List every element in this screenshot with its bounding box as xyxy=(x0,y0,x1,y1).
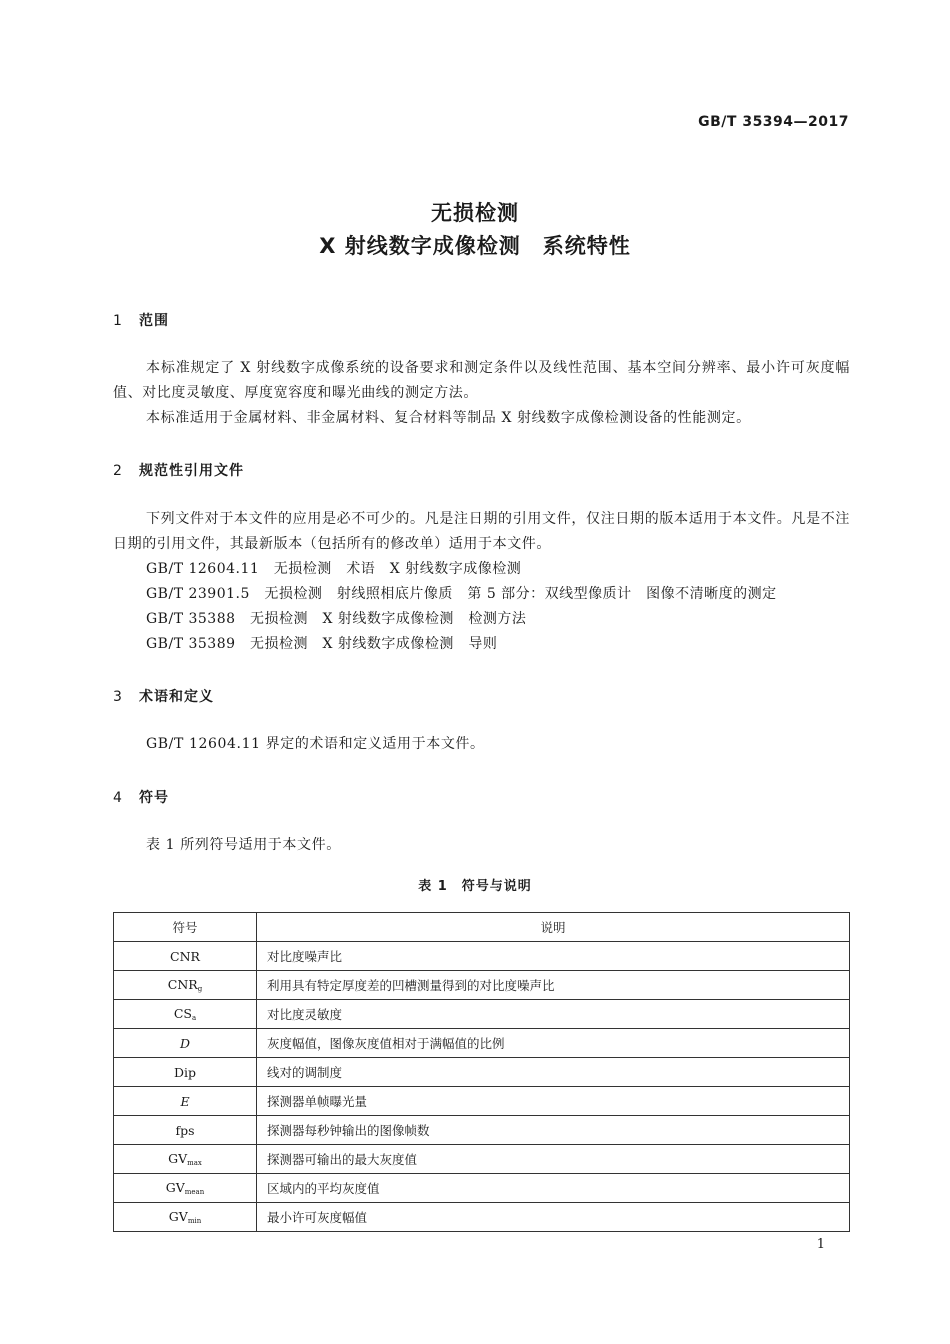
section-3-body xyxy=(113,732,850,757)
description-cell: 利用具有特定厚度差的凹槽测量得到的对比度噪声比 xyxy=(257,971,850,1000)
description-cell: 探测器单帧曝光量 xyxy=(257,1087,850,1116)
description-cell: 对比度灵敏度 xyxy=(257,1000,850,1029)
table-row xyxy=(114,942,850,971)
symbol-text: CNR xyxy=(167,977,198,992)
paragraph: 本标准规定了 X 射线数字成像系统的设备要求和测定条件以及线性范围、基本空间分辨率、最小许可灰度幅值、对比度灵敏度、厚度宽容度和曝光曲线的测定方法。 xyxy=(113,360,850,401)
table-row xyxy=(114,1087,850,1116)
section-2-body xyxy=(113,507,850,557)
description-cell: 线对的调制度 xyxy=(257,1058,850,1087)
symbol-cell xyxy=(114,1029,257,1058)
symbol-subscript: g xyxy=(197,985,203,993)
page-number: 1 xyxy=(816,1237,825,1252)
section-4-body xyxy=(113,833,850,858)
symbol-text: GV xyxy=(165,1180,185,1195)
table-row xyxy=(114,1058,850,1087)
symbol-cell xyxy=(114,971,257,1000)
section-number: 4 xyxy=(113,790,123,806)
symbol-cell xyxy=(114,942,257,971)
section-title: 范围 xyxy=(139,313,169,329)
symbol-text: Dip xyxy=(173,1064,197,1080)
section-title: 规范性引用文件 xyxy=(139,463,244,479)
standard-number: GB/T 35394—2017 xyxy=(698,114,849,130)
symbol-subscript: mean xyxy=(184,1188,205,1196)
symbol-text: GV xyxy=(168,1151,188,1166)
reference-item: GB/T 23901.5 无损检测 射线照相底片像质 第 5 部分：双线型像质计 图像不清晰度的测定 xyxy=(146,586,777,602)
symbol-cell xyxy=(114,1203,257,1232)
table-row xyxy=(114,971,850,1000)
table-header-row xyxy=(114,913,850,942)
section-2-heading xyxy=(113,460,244,480)
section-title: 术语和定义 xyxy=(139,689,214,705)
reference-item: GB/T 35388 无损检测 X 射线数字成像检测 检测方法 xyxy=(146,611,527,627)
symbol-subscript: min xyxy=(187,1217,202,1225)
table-row xyxy=(114,1203,850,1232)
symbol-cell xyxy=(114,1087,257,1116)
description-cell: 区域内的平均灰度值 xyxy=(257,1174,850,1203)
section-4-heading xyxy=(113,787,169,807)
section-1-body xyxy=(113,356,850,431)
table-row xyxy=(114,1000,850,1029)
section-title: 符号 xyxy=(139,790,169,806)
section-number: 3 xyxy=(113,689,123,705)
symbol-cell xyxy=(114,1000,257,1029)
table-row xyxy=(114,1145,850,1174)
paragraph: 本标准适用于金属材料、非金属材料、复合材料等制品 X 射线数字成像检测设备的性能测定。 xyxy=(146,410,751,426)
table-row xyxy=(114,1029,850,1058)
section-number: 1 xyxy=(113,313,123,329)
table-caption: 表 1 符号与说明 xyxy=(418,879,532,894)
symbol-cell xyxy=(114,1174,257,1203)
symbol-cell xyxy=(114,1145,257,1174)
section-3-heading xyxy=(113,686,214,706)
paragraph: GB/T 12604.11 界定的术语和定义适用于本文件。 xyxy=(146,736,485,752)
symbol-text: GV xyxy=(168,1209,188,1224)
symbol-cell xyxy=(114,1058,257,1087)
symbol-cell xyxy=(114,1116,257,1145)
description-cell: 探测器可输出的最大灰度值 xyxy=(257,1145,850,1174)
table-row xyxy=(114,1174,850,1203)
description-cell: 最小许可灰度幅值 xyxy=(257,1203,850,1232)
symbol-subscript: max xyxy=(187,1159,202,1167)
symbol-text: E xyxy=(180,1093,190,1109)
description-cell: 探测器每秒钟输出的图像帧数 xyxy=(257,1116,850,1145)
section-1-heading xyxy=(113,310,169,330)
document-title-line1: 无损检测 xyxy=(431,201,519,225)
document-title-line2: X 射线数字成像检测 系统特性 xyxy=(319,234,631,258)
column-header: 说明 xyxy=(257,913,850,942)
symbol-text: CS xyxy=(173,1006,192,1021)
symbol-subscript: a xyxy=(191,1014,197,1022)
description-cell: 灰度幅值，图像灰度值相对于满幅值的比例 xyxy=(257,1029,850,1058)
symbol-text: fps xyxy=(175,1122,195,1138)
paragraph: 表 1 所列符号适用于本文件。 xyxy=(146,837,341,853)
symbol-table xyxy=(113,912,850,1232)
column-header: 符号 xyxy=(114,913,257,942)
symbol-text: CNR xyxy=(170,948,200,964)
description-cell: 对比度噪声比 xyxy=(257,942,850,971)
symbol-text: D xyxy=(179,1035,191,1051)
table-row xyxy=(114,1116,850,1145)
reference-item: GB/T 12604.11 无损检测 术语 X 射线数字成像检测 xyxy=(146,561,522,577)
section-number: 2 xyxy=(113,463,123,479)
reference-item: GB/T 35389 无损检测 X 射线数字成像检测 导则 xyxy=(146,636,498,652)
paragraph: 下列文件对于本文件的应用是必不可少的。凡是注日期的引用文件，仅注日期的版本适用于本文件。凡是不注日期的引用文件，其最新版本（包括所有的修改单）适用于本文件。 xyxy=(113,511,850,552)
